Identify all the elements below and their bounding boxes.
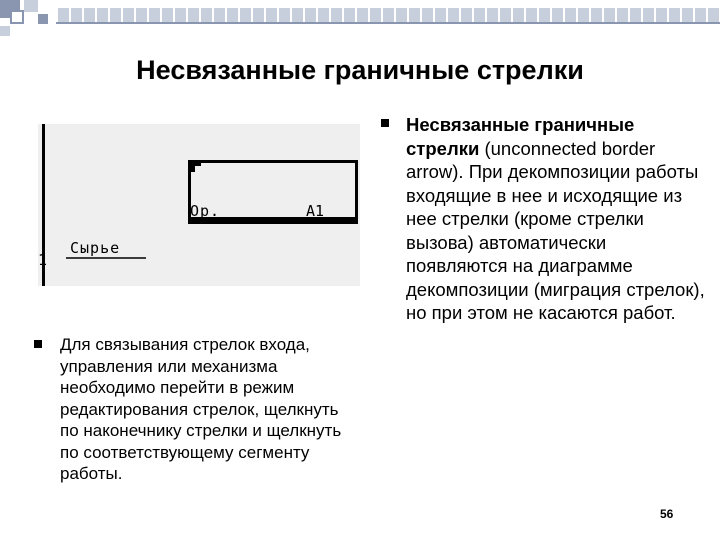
decorative-squares <box>0 0 60 44</box>
page-number: 56 <box>660 507 674 521</box>
activity-number: А1 <box>306 202 325 220</box>
decorative-grid-band <box>56 8 720 22</box>
bullet-square-icon <box>34 340 42 348</box>
arrow-icom-code: 1 <box>38 251 48 269</box>
bullet-square-icon <box>381 119 389 127</box>
arrow-label: Сырье <box>70 239 121 257</box>
right-bullet-text <box>406 113 706 325</box>
decorative-rule <box>56 22 720 24</box>
border-arrow-icon <box>66 252 146 266</box>
term-definition: (unconnected border arrow). При декомпозиции работы входящие в нее и исходящие из нее стрелки (кроме стрелки вызова) автоматически появляются на диаграмме декомпозиции (миграция стрелок), но при этом не касаются работ. <box>406 137 705 323</box>
diagram-fragment <box>38 124 360 286</box>
left-bullet-text: Для связывания стрелок входа, управления или механизма необходимо перейти в режим редактирования стрелок, щелкнуть по наконечнику стрелки и щелкнуть по соответствующему сегменту работы. <box>60 335 342 483</box>
slide-title: Несвязанные граничные стрелки <box>136 55 584 85</box>
activity-label: Ор. <box>190 202 221 220</box>
term-bold: Несвязанные граничные стрелки <box>406 114 635 159</box>
activity-box-shadow <box>188 220 358 224</box>
top-decorative-band <box>0 0 720 44</box>
corner-mark <box>191 163 201 169</box>
